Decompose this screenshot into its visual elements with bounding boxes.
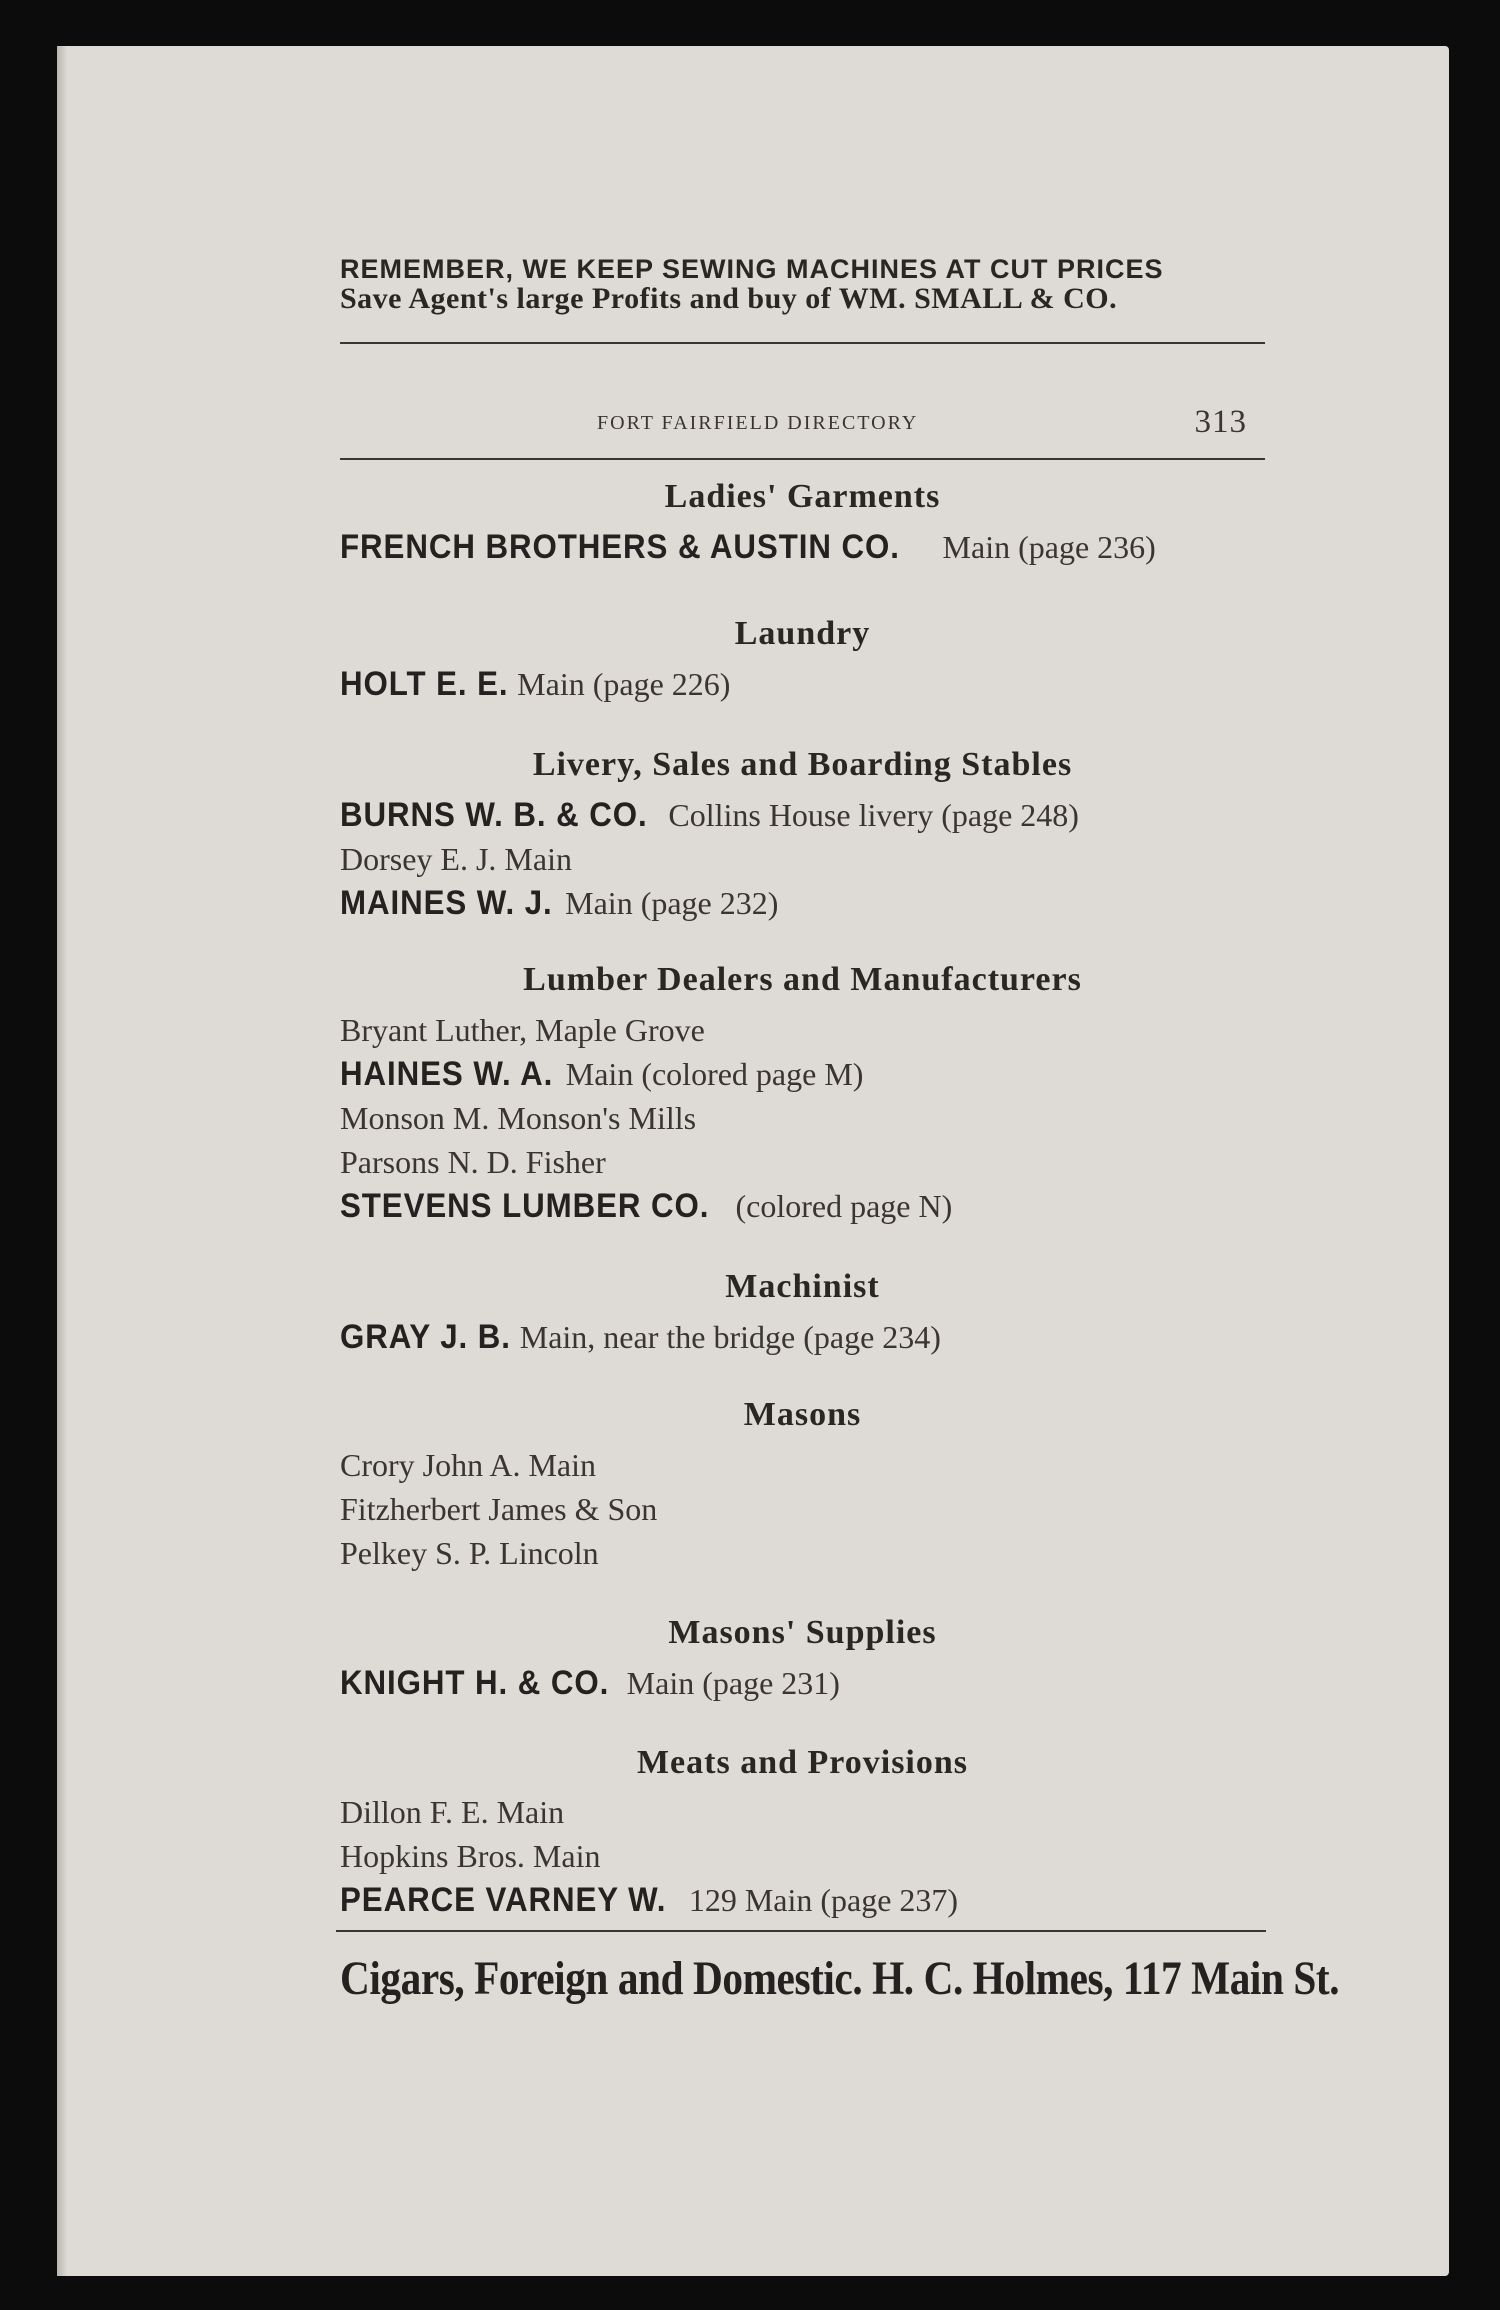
- list-item: [340, 1317, 941, 1357]
- entry-detail: Main (page 232): [565, 885, 779, 921]
- list-item: [340, 1186, 952, 1226]
- section-heading: Laundry: [734, 615, 871, 652]
- entry-detail: Main (page 231): [626, 1665, 840, 1701]
- entry-name: STEVENS LUMBER CO.: [340, 1187, 710, 1225]
- list-item: [340, 1533, 599, 1573]
- entry-detail: Pelkey S. P. Lincoln: [340, 1535, 599, 1571]
- top-ad-line-1: REMEMBER, WE KEEP SEWING MACHINES AT CUT PRICES: [340, 254, 1164, 284]
- entry-detail: Parsons N. D. Fisher: [340, 1144, 606, 1180]
- list-item: [340, 1663, 840, 1703]
- list-item: [340, 795, 1079, 835]
- entry-detail: Main (page 226): [517, 666, 731, 702]
- list-item: [340, 1054, 863, 1094]
- running-head: [340, 404, 1265, 448]
- entry-name: GRAY J. B.: [340, 1318, 511, 1356]
- running-head-rule: [340, 458, 1265, 460]
- entry-detail: Fitzherbert James & Son: [340, 1491, 658, 1527]
- entry-detail: (colored page N): [735, 1188, 953, 1224]
- entry-detail: Main (colored page M): [565, 1056, 864, 1092]
- list-item: [340, 883, 778, 923]
- section-heading: Livery, Sales and Boarding Stables: [532, 746, 1073, 783]
- list-item: [340, 1880, 958, 1920]
- list-item: [340, 839, 572, 879]
- entry-detail: Monson M. Monson's Mills: [340, 1100, 697, 1136]
- section-heading: Lumber Dealers and Manufacturers: [523, 961, 1082, 998]
- entry-detail: Main, near the bridge (page 234): [519, 1319, 941, 1355]
- top-rule: [340, 342, 1265, 344]
- entry-name: HOLT E. E.: [340, 665, 509, 703]
- entry-detail: Crory John A. Main: [340, 1447, 596, 1483]
- list-item: [340, 1836, 600, 1876]
- entry-name: KNIGHT H. & CO.: [340, 1664, 610, 1702]
- entry-detail: Dorsey E. J. Main: [340, 841, 572, 877]
- list-item: [340, 1445, 596, 1485]
- list-item: [340, 1489, 657, 1529]
- list-item: [340, 1010, 705, 1050]
- list-item: [340, 1098, 696, 1138]
- bottom-advertisement: Cigars, Foreign and Domestic. H. C. Holmes, 117 Main St.: [340, 1952, 1340, 2005]
- entry-name: FRENCH BROTHERS & AUSTIN CO.: [340, 528, 900, 566]
- page-content-frame: [57, 46, 1449, 2276]
- section-heading: Meats and Provisions: [636, 1744, 969, 1781]
- section-heading: Masons' Supplies: [668, 1614, 937, 1651]
- list-item: [340, 1142, 606, 1182]
- section-heading: Ladies' Garments: [664, 478, 941, 515]
- entry-detail: Collins House livery (page 248): [668, 797, 1079, 833]
- section-heading: Machinist: [725, 1268, 880, 1305]
- entry-detail: Hopkins Bros. Main: [340, 1838, 601, 1874]
- page-number: 313: [1194, 404, 1247, 440]
- top-ad-line-2: Save Agent's large Profits and buy of WM. SMALL & CO.: [340, 282, 1118, 315]
- list-item: [340, 527, 1156, 567]
- entry-detail: Main (page 236): [942, 529, 1156, 565]
- entry-detail: Dillon F. E. Main: [340, 1794, 565, 1830]
- list-item: [340, 664, 730, 704]
- entry-detail: Bryant Luther, Maple Grove: [340, 1012, 705, 1048]
- entry-name: HAINES W. A.: [340, 1055, 554, 1093]
- list-item: [340, 1792, 564, 1832]
- entry-name: PEARCE VARNEY W.: [340, 1881, 667, 1919]
- section-heading: Masons: [743, 1396, 862, 1433]
- bottom-rule: [336, 1930, 1266, 1932]
- entry-name: BURNS W. B. & CO.: [340, 796, 648, 834]
- entry-detail: 129 Main (page 237): [688, 1882, 959, 1918]
- entry-name: MAINES W. J.: [340, 884, 553, 922]
- running-head-title: FORT FAIRFIELD DIRECTORY: [597, 412, 919, 434]
- top-advertisement: [340, 254, 1265, 314]
